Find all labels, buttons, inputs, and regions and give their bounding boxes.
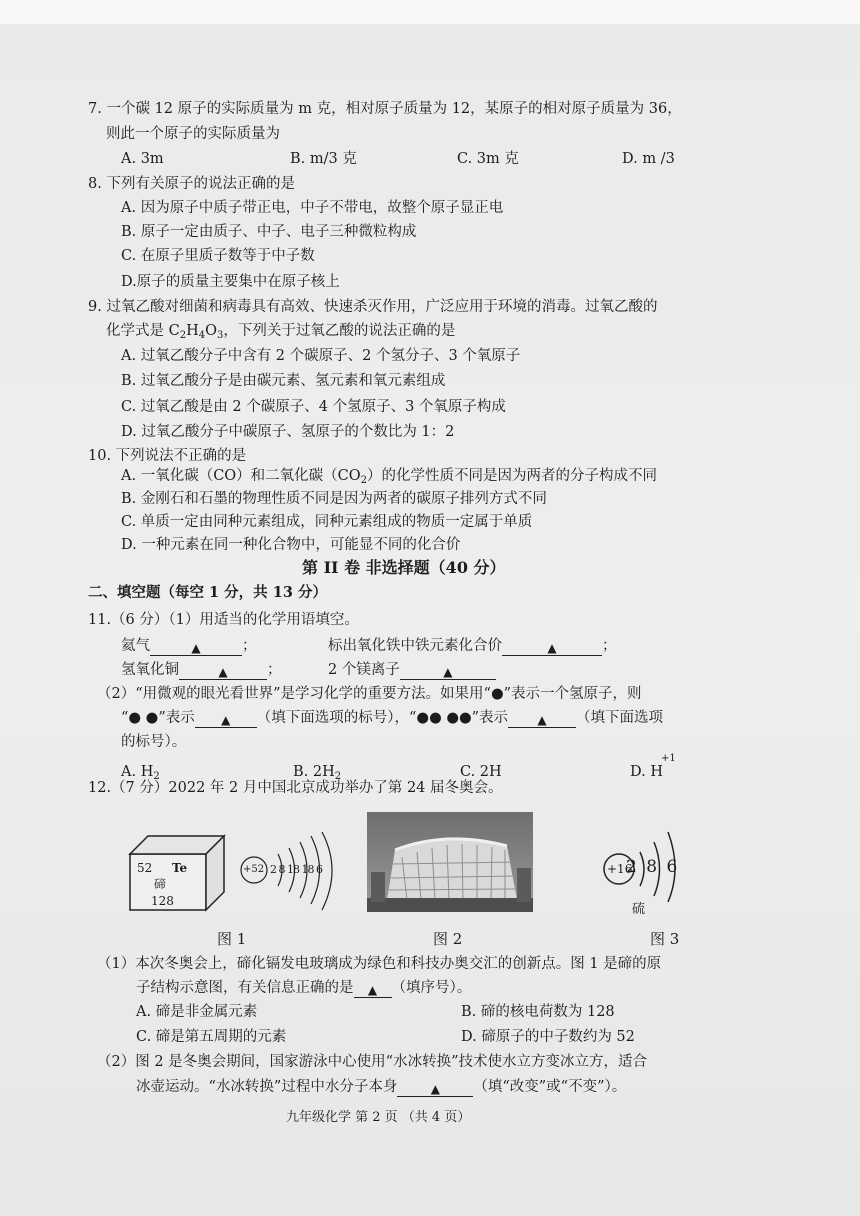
q7-option-a: A. 3m [121, 151, 164, 167]
q10-stem: 10. 下列说法不正确的是 [88, 448, 247, 464]
q12-option-d: D. 碲原子的中子数约为 52 [461, 1029, 635, 1045]
q9-formula-prefix: 化学式是 C [106, 323, 180, 339]
te-atomic-number: 52 [137, 861, 153, 875]
answer-blank[interactable] [397, 1079, 473, 1097]
q11-semicolon: ； [242, 638, 257, 654]
answer-blank[interactable] [195, 710, 257, 728]
answer-blank[interactable] [150, 638, 242, 656]
q11-p2-text-a: “● ●”表示 [121, 710, 195, 726]
figure-1-caption: 图 1 [217, 930, 247, 948]
scan-top-band [0, 0, 860, 24]
q10-option-b: B. 金刚石和石墨的物理性质不同是因为两者的碳原子排列方式不同 [121, 491, 547, 507]
figure-2-photo [367, 812, 533, 912]
figure-2-caption: 图 2 [433, 930, 463, 948]
q11-part2-line3: 的标号）。 [121, 734, 187, 750]
q11-option-c: C. 2H [460, 764, 502, 780]
q12-option-b: B. 碲的核电荷数为 128 [461, 1004, 615, 1020]
q9-formula-h: H [186, 323, 199, 339]
q11-part2-line1: （2）“用微观的眼光看世界”是学习化学的重要方法。如果用“●”表示一个氢原子，则 [97, 686, 642, 702]
te-name: 碲 [154, 877, 167, 891]
q11-opt-d-sup: +1 [661, 753, 676, 764]
answer-blank[interactable] [400, 662, 496, 680]
q11-row1-left [121, 636, 257, 656]
q11-opt-a-sub: 2 [153, 771, 160, 782]
q11-opt-b-text: B. 2H [293, 764, 335, 780]
q11-opt-b-sub: 2 [334, 771, 342, 782]
q8-option-b: B. 原子一定由质子、中子、电子三种微粒构成 [121, 224, 417, 240]
answer-blank[interactable] [502, 638, 602, 656]
q12-option-c: C. 碲是第五周期的元素 [136, 1029, 287, 1045]
q12-part1-line1: （1）本次冬奥会上，碲化镉发电玻璃成为绿色和科技办奥交汇的创新点。图 1 是碲的原 [97, 956, 662, 972]
q9-stem-suffix: ，下列关于过氧乙酸的说法正确的是 [223, 323, 456, 339]
te-nucleus: +52 [243, 864, 265, 875]
q9-stem-cont [106, 321, 455, 346]
answer-blank[interactable] [508, 710, 576, 728]
q9-option-c: C. 过氧乙酸是由 2 个碳原子、4 个氢原子、3 个氧原子构成 [121, 399, 506, 415]
answer-blank[interactable] [354, 980, 392, 998]
q7-option-b: B. m/3 克 [290, 151, 357, 167]
q10-option-d: D. 一种元素在同一种化合物中，可能显不同的化合价 [121, 537, 461, 553]
te-symbol: Te [172, 861, 188, 875]
q7-stem-cont: 则此一个原子的实际质量为 [106, 126, 280, 142]
q9-option-d: D. 过氧乙酸分子中碳原子、氢原子的个数比为 1：2 [121, 424, 455, 440]
q10-option-a-post: ）的化学性质不同是因为两者的分子构成不同 [367, 468, 658, 484]
q12-option-a: A. 碲是非金属元素 [136, 1004, 258, 1020]
q12-p1-text-b: （填序号）。 [391, 980, 472, 996]
q9-formula-sub: 4 [198, 330, 206, 341]
fill-section-title: 二、填空题（每空 1 分，共 13 分） [88, 584, 327, 601]
s-shells: 2 8 6 [626, 857, 680, 877]
section-title: 第 II 卷 非选择题（40 分） [302, 558, 506, 577]
q11-stem: 11.（6 分）（1）用适当的化学用语填空。 [88, 612, 359, 628]
q12-part2-line1: （2）图 2 是冬奥会期间，国家游泳中心使用“水冰转换”技术使水立方变冰立方，适合 [97, 1054, 647, 1070]
triangle-icon: ▲ [430, 1082, 440, 1096]
triangle-icon: ▲ [537, 713, 547, 727]
figure-3-caption: 图 3 [650, 930, 680, 948]
te-mass: 128 [151, 894, 174, 908]
q9-option-a: A. 过氧乙酸分子中含有 2 个碳原子、2 个氢分子、3 个氧原子 [121, 348, 521, 364]
q12-p1-text-a: 子结构示意图，有关信息正确的是 [136, 980, 354, 996]
q11-p2-text-b: （填下面选项的标号），“●● ●●”表示 [256, 710, 509, 726]
q9-stem: 9. 过氧乙酸对细菌和病毒具有高效、快速杀灭作用，广泛应用于环境的消毒。过氧乙酸的 [88, 299, 658, 315]
answer-blank[interactable] [179, 662, 267, 680]
q11-row2-left [121, 660, 282, 680]
q7-option-d: D. m /3 [622, 151, 675, 167]
triangle-icon: ▲ [221, 713, 231, 727]
q10-option-a-sub: 2 [360, 475, 368, 486]
page-footer: 九年级化学 第 2 页 （共 4 页） [286, 1110, 471, 1125]
q12-p2-text-b: （填“改变”或“不变”）。 [473, 1079, 627, 1095]
q8-stem: 8. 下列有关原子的说法正确的是 [88, 176, 295, 192]
q11-p2-text-c: （填下面选项 [576, 710, 664, 726]
s-nucleus: +16 [607, 862, 633, 876]
q12-stem: 12.（7 分）2022 年 2 月中国北京成功举办了第 24 届冬奥会。 [88, 780, 503, 796]
q11-part2-line2 [121, 708, 663, 728]
q11-semicolon: ； [267, 662, 282, 678]
q10-option-a [121, 466, 657, 491]
triangle-icon: ▲ [218, 665, 228, 679]
triangle-icon: ▲ [191, 641, 201, 655]
q9-option-b: B. 过氧乙酸分子是由碳元素、氢元素和氧元素组成 [121, 373, 446, 389]
q9-formula-sub: 3 [217, 330, 224, 341]
q11-cuoh-label: 氢氧化铜 [121, 662, 179, 678]
q11-mg-label: 2 个镁离子 [328, 662, 400, 678]
q9-formula-o: O [205, 323, 218, 339]
q12-part1-line2 [136, 978, 471, 998]
q11-semicolon: ； [602, 638, 617, 654]
q11-opt-d-text: D. H [630, 764, 663, 780]
q12-part2-line2 [136, 1077, 626, 1097]
q7-option-c: C. 3m 克 [457, 151, 519, 167]
triangle-icon: ▲ [367, 983, 378, 997]
q11-opt-a-text: A. H [121, 764, 154, 780]
q12-p2-text-a: 冰壶运动。“水冰转换”过程中水分子本身 [136, 1079, 398, 1095]
triangle-icon: ▲ [547, 641, 557, 655]
q8-option-d: D.原子的质量主要集中在原子核上 [121, 274, 340, 290]
q11-iron-label: 标出氧化铁中铁元素化合价 [328, 638, 502, 654]
q11-row2-right [328, 660, 496, 680]
q10-option-a-pre: A. 一氧化碳（CO）和二氧化碳（CO [121, 468, 361, 484]
q8-option-a: A. 因为原子中质子带正电，中子不带电，故整个原子显正电 [121, 200, 504, 216]
triangle-icon: ▲ [443, 665, 453, 679]
s-name: 硫 [632, 902, 646, 917]
q10-option-c: C. 单质一定由同种元素组成，同种元素组成的物质一定属于单质 [121, 514, 533, 530]
q11-helium-label: 氦气 [121, 638, 150, 654]
q9-formula-sub: 2 [179, 330, 187, 341]
q11-row1-right [328, 636, 617, 656]
q7-stem: 7. 一个碳 12 原子的实际质量为 m 克，相对原子质量为 12，某原子的相对原子质量为 36， [88, 101, 682, 117]
q8-option-c: C. 在原子里质子数等于中子数 [121, 248, 315, 264]
q11-option-d [630, 753, 676, 782]
te-shells: 2 8 18 18 6 [270, 863, 322, 876]
